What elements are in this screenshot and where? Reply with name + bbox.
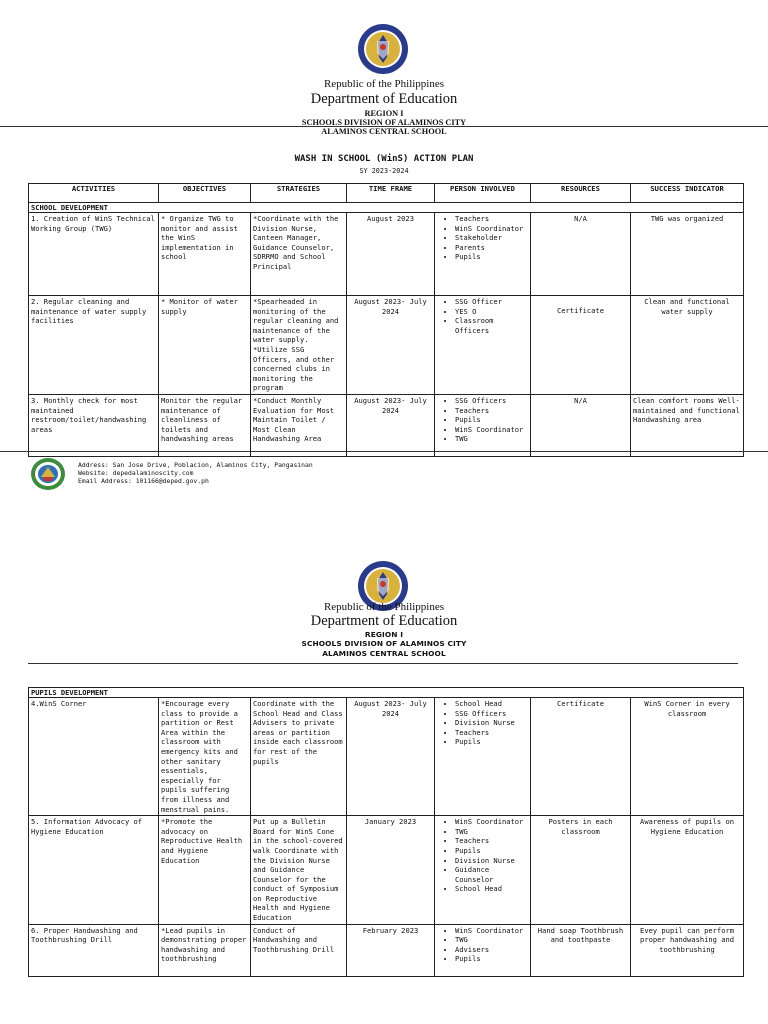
footer-rule (0, 451, 768, 452)
person-item: • Advisers (455, 945, 528, 955)
person-item: • School Head (455, 884, 528, 894)
table-header-row (29, 184, 744, 203)
person-item: • TWG (455, 434, 528, 444)
objective-cell: * Monitor of water supply (159, 296, 251, 395)
department-title: Department of Education (310, 91, 458, 107)
table-row (29, 816, 744, 925)
page-footer (28, 457, 428, 489)
republic-label: Republic of the Philippines (323, 78, 445, 90)
school-label: ALAMINOS CENTRAL SCHOOL (322, 649, 446, 658)
timeframe-cell: August 2023- July 2024 (347, 394, 435, 456)
persons-cell (435, 816, 531, 925)
indicator-cell: Awareness of pupils on Hygiene Education (631, 816, 744, 925)
activity-cell: 5. Information Advocacy of Hygiene Education (29, 816, 159, 925)
person-item: • Pupils (455, 252, 528, 262)
person-item: • Pupils (455, 846, 528, 856)
resources-cell: Certificate (531, 296, 631, 395)
timeframe-cell: January 2023 (347, 816, 435, 925)
resources-cell: N/A (531, 394, 631, 456)
person-item: • SSG Officer (455, 297, 528, 307)
activity-cell: 2. Regular cleaning and maintenance of water supply facilities (29, 296, 159, 395)
objective-cell: * Organize TWG to monitor and assist the WinS implementation in school (159, 213, 251, 296)
table-row (29, 924, 744, 976)
footer-address: Address: San Jose Drive, Poblacion, Alaminos City, Pangasinan (78, 461, 313, 469)
action-plan-table (28, 183, 744, 457)
person-item: • SSG Officers (455, 396, 528, 406)
page-2 (0, 556, 768, 1024)
footer-website: Website: depedalaminoscity.com (78, 469, 194, 478)
column-header: PERSON INVOLVED (435, 184, 531, 203)
person-item: • Teachers (455, 728, 528, 738)
persons-cell (435, 394, 531, 456)
person-item: • Parents (455, 243, 528, 253)
column-header: OBJECTIVES (159, 184, 251, 203)
persons-cell (435, 296, 531, 395)
objective-cell: *Encourage every class to provide a partition or Rest Area within the classroom with emergency kits and other sanitary essentials, especially for pupils suffering from illness and menstrual pains. (159, 698, 251, 816)
person-item: • TWG (455, 935, 528, 945)
republic-label: Republic of the Philippines (323, 601, 445, 613)
resources-cell: Certificate (531, 698, 631, 816)
region-label: REGION I (364, 109, 404, 118)
division-label: SCHOOLS DIVISION OF ALAMINOS CITY (301, 118, 467, 127)
action-plan-table-continued (28, 687, 744, 977)
person-item: • Classroom Officers (455, 316, 528, 335)
column-header: ACTIVITIES (29, 184, 159, 203)
division-label: SCHOOLS DIVISION OF ALAMINOS CITY (301, 639, 467, 648)
column-header: SUCCESS INDICATOR (631, 184, 744, 203)
resources-cell: N/A (531, 213, 631, 296)
school-label: ALAMINOS CENTRAL SCHOOL (321, 127, 447, 136)
indicator-cell: WinS Corner in every classroom (631, 698, 744, 816)
timeframe-cell: August 2023 (347, 213, 435, 296)
footer-email: Email Address: 101166@deped.gov.ph (78, 477, 209, 486)
school-year: SY 2023-2024 (359, 167, 409, 175)
column-header: RESOURCES (531, 184, 631, 203)
activity-cell: 4.WinS Corner (29, 698, 159, 816)
indicator-cell: Clean and functional water supply (631, 296, 744, 395)
person-item: • WinS Coordinator (455, 224, 528, 234)
person-item: • Teachers (455, 406, 528, 416)
strategy-cell: Conduct of Handwashing and Toothbrushing Drill (251, 924, 347, 976)
strategy-cell: Put up a Bulletin Board for WinS Cone in the school-covered walk Coordinate with the Division Nurse and Guidance Counselor for the conduct of Symposium on Reproductive Health and Hygiene Education (251, 816, 347, 925)
header-rule (0, 126, 768, 127)
table-row (29, 213, 744, 296)
objective-cell: *Lead pupils in demonstrating proper handwashing and toothbrushing (159, 924, 251, 976)
school-logo-icon (30, 457, 66, 491)
person-item: • WinS Coordinator (455, 425, 528, 435)
strategy-cell: *Spearheaded in monitoring of the regular cleaning and maintenance of the water supply. *Utilize SSG Officers, and other concerned clubs in monitoring the program (251, 296, 347, 395)
persons-cell (435, 924, 531, 976)
activity-cell: 1. Creation of WinS Technical Working Group (TWG) (29, 213, 159, 296)
person-item: • Pupils (455, 737, 528, 747)
person-item: • Teachers (455, 836, 528, 846)
department-title: Department of Education (310, 613, 458, 629)
timeframe-cell: February 2023 (347, 924, 435, 976)
column-header: STRATEGIES (251, 184, 347, 203)
person-item: • School Head (455, 699, 528, 709)
objective-cell: Monitor the regular maintenance of cleanliness of toilets and handwashing areas (159, 394, 251, 456)
indicator-cell: Evey pupil can perform proper handwashing and toothbrushing (631, 924, 744, 976)
strategy-cell: Coordinate with the School Head and Class Advisers to private areas or partition inside each classroom for rest of the pupils (251, 698, 347, 816)
column-header: TIME FRAME (347, 184, 435, 203)
section-pupils-development: PUPILS DEVELOPMENT (29, 688, 744, 698)
activity-cell: 6. Proper Handwashing and Toothbrushing Drill (29, 924, 159, 976)
section-school-development: SCHOOL DEVELOPMENT (29, 203, 744, 213)
person-item: • Pupils (455, 415, 528, 425)
table-row (29, 698, 744, 816)
persons-cell (435, 698, 531, 816)
person-item: • TWG (455, 827, 528, 837)
timeframe-cell: August 2023- July 2024 (347, 296, 435, 395)
activity-cell: 3. Monthly check for most maintained restroom/toilet/handwashing areas (29, 394, 159, 456)
indicator-cell: TWG was organized (631, 213, 744, 296)
person-item: • WinS Coordinator (455, 817, 528, 827)
person-item: • Teachers (455, 214, 528, 224)
table-row (29, 394, 744, 456)
table-row (29, 296, 744, 395)
person-item: • Pupils (455, 954, 528, 964)
person-item: • Division Nurse (455, 856, 528, 866)
page-1 (0, 0, 768, 490)
person-item: • Stakeholder (455, 233, 528, 243)
person-item: • WinS Coordinator (455, 926, 528, 936)
resources-cell: Hand soap Toothbrush and toothpaste (531, 924, 631, 976)
objective-cell: *Promote the advocacy on Reproductive Health and Hygiene Education (159, 816, 251, 925)
header-rule (28, 663, 738, 664)
person-item: • SSG Officers (455, 709, 528, 719)
plan-title: WASH IN SCHOOL (WinS) ACTION PLAN (294, 154, 474, 164)
timeframe-cell: August 2023- July 2024 (347, 698, 435, 816)
strategy-cell: *Conduct Monthly Evaluation for Most Maintain Toilet / Most Clean Handwashing Area (251, 394, 347, 456)
resources-cell: Posters in each classroom (531, 816, 631, 925)
person-item: • Division Nurse (455, 718, 528, 728)
deped-seal-icon (357, 23, 409, 75)
persons-cell (435, 213, 531, 296)
person-item: • Guidance Counselor (455, 865, 528, 884)
region-label: REGION I (364, 630, 404, 639)
strategy-cell: *Coordinate with the Division Nurse, Canteen Manager, Guidance Counselor, SDRRMO and School Principal (251, 213, 347, 296)
person-item: • YES O (455, 307, 528, 317)
indicator-cell: Clean comfort rooms Well-maintained and functional Handwashing area (631, 394, 744, 456)
